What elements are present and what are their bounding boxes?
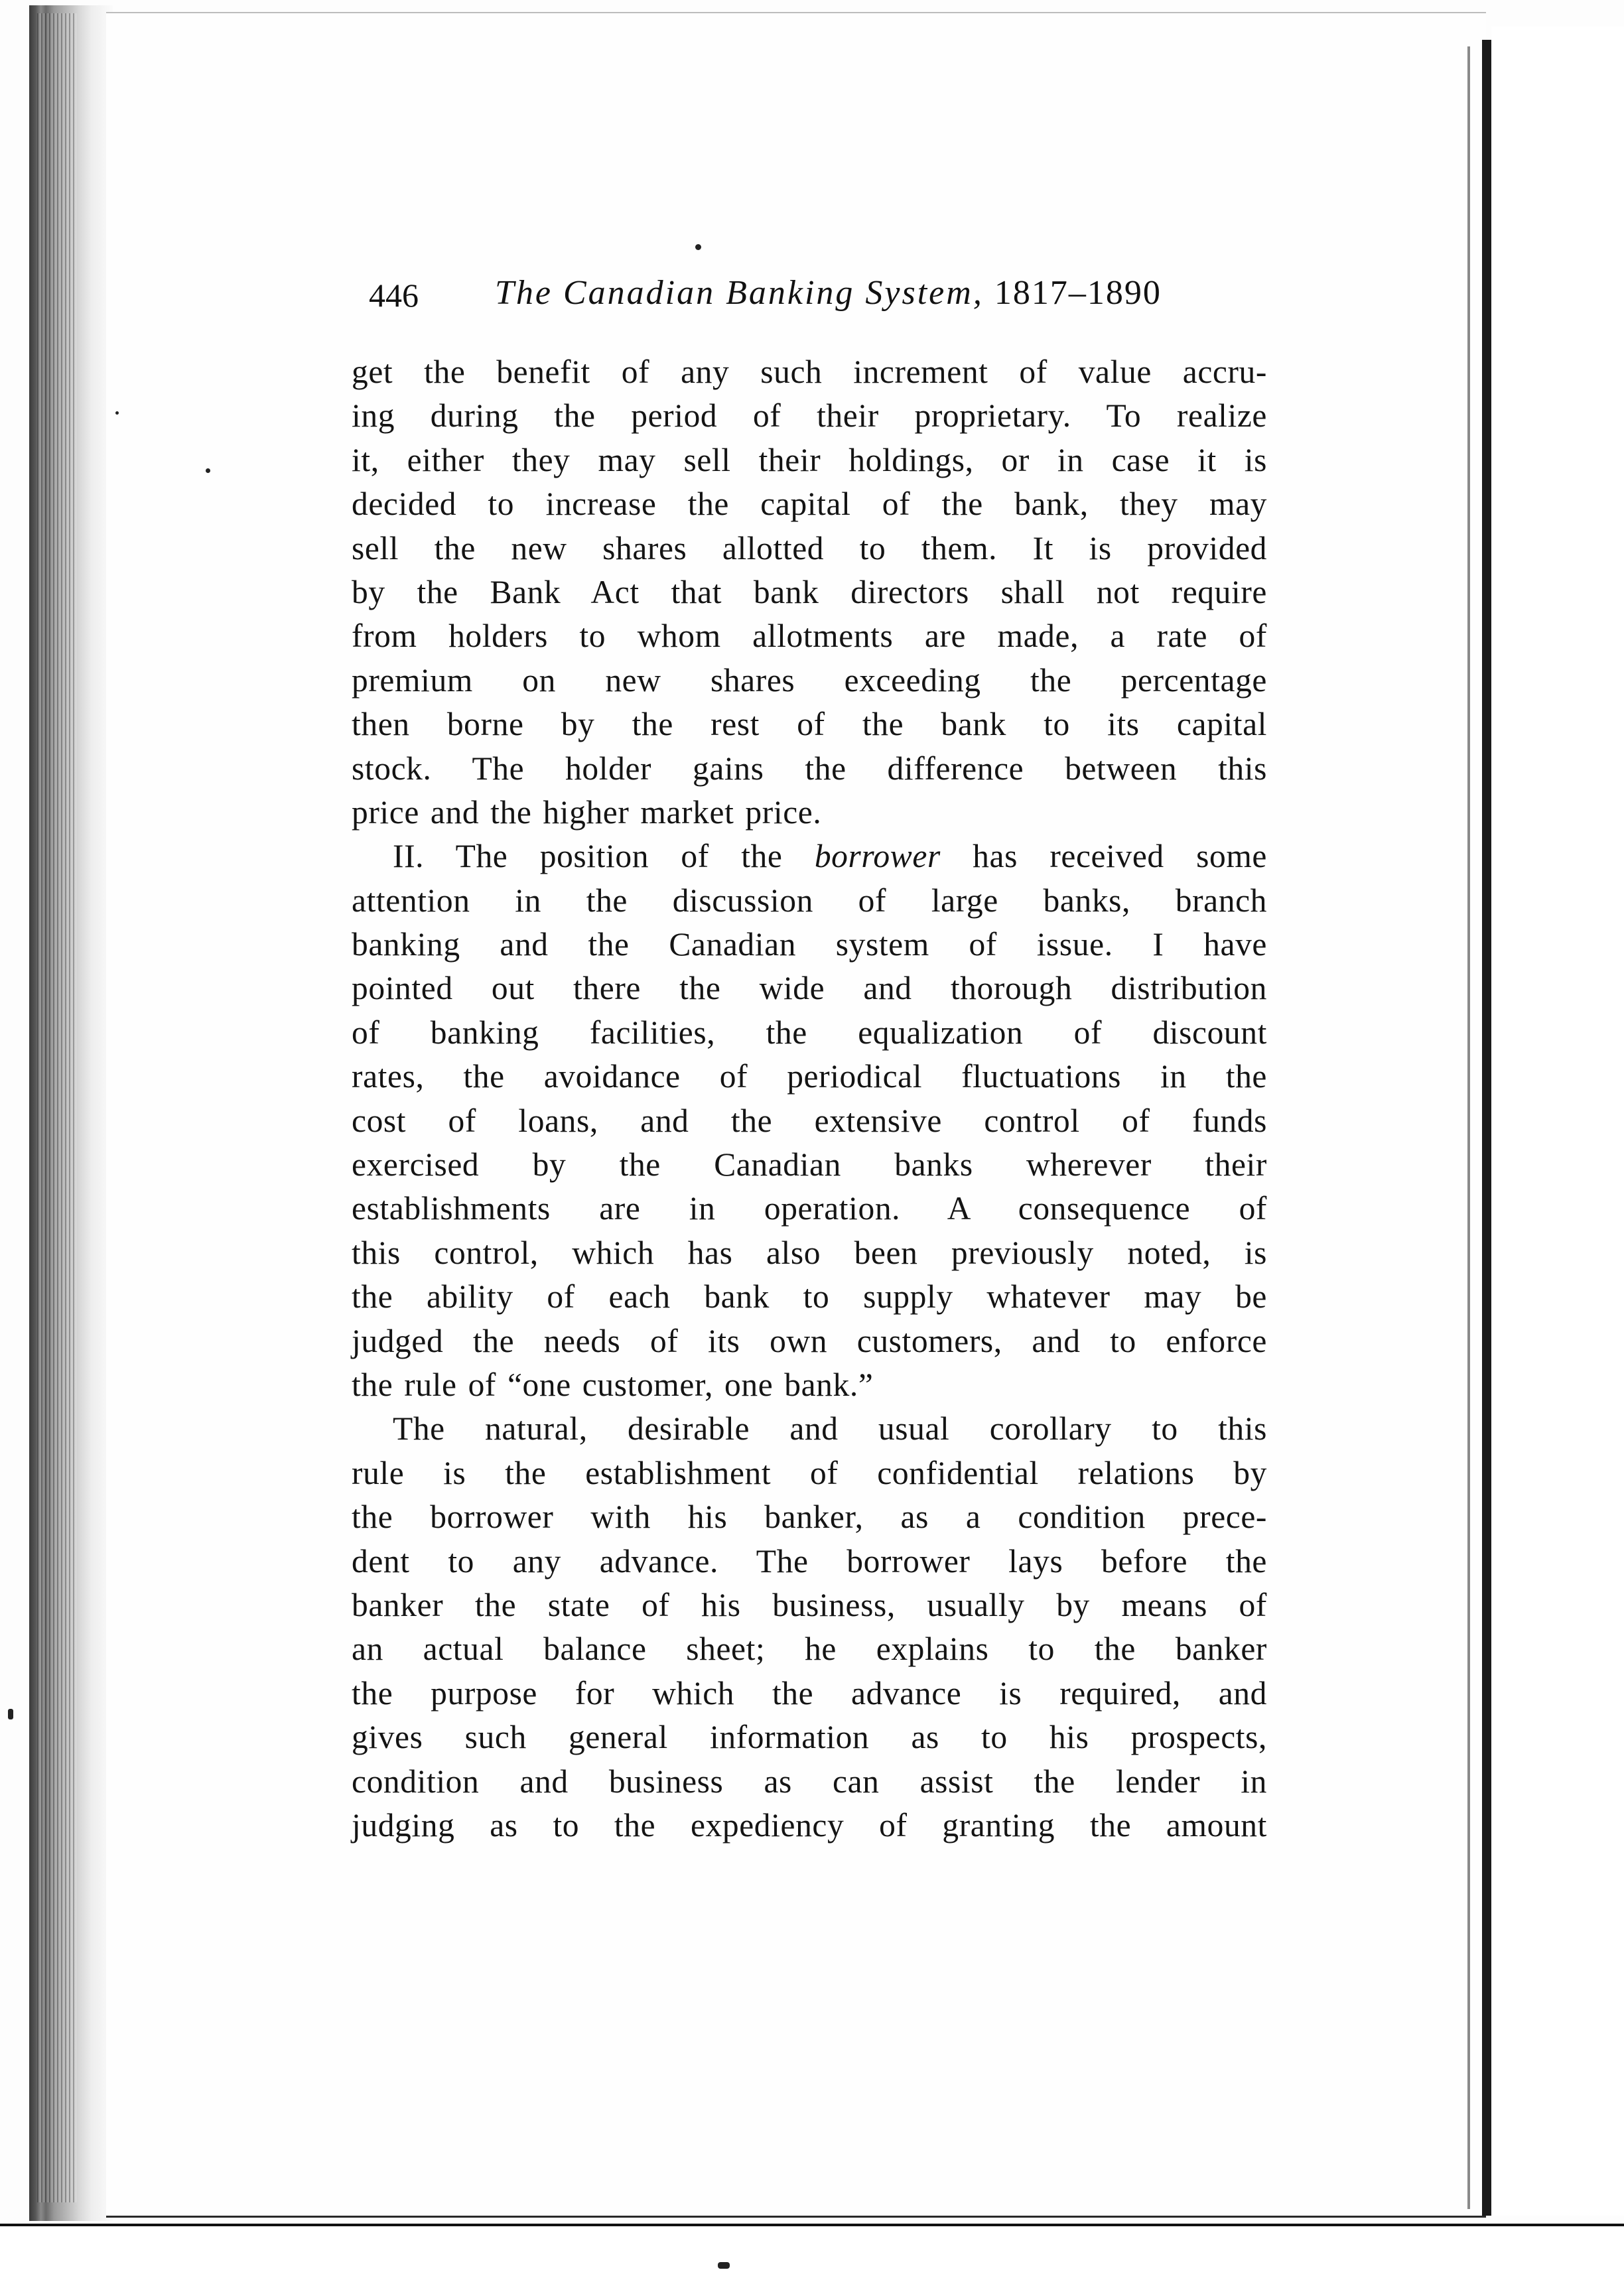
text-line: rates, the avoidance of periodical fluctuations in the (352, 1058, 1267, 1095)
text-line: judged the needs of its own customers, and to enforce (352, 1322, 1267, 1359)
scan-speck (718, 2262, 730, 2269)
scan-speck (695, 244, 701, 250)
lead-text-emphasis: borrower (814, 838, 941, 875)
running-head-title-text: The Canadian Banking System, (495, 274, 984, 312)
text-line: exercised by the Canadian banks wherever their (352, 1146, 1267, 1183)
text-line: of banking facilities, the equalization of discount (352, 1014, 1267, 1051)
text-line: condition and business as can assist the lender in (352, 1763, 1267, 1800)
text-line: it, either they may sell their holdings, or in case it is (352, 441, 1267, 478)
scan-speck (206, 468, 210, 473)
running-head (369, 273, 1298, 326)
text-line: banking and the Canadian system of issue. I have (352, 926, 1267, 963)
lead-text-before: II. The position of the (393, 838, 815, 875)
text-line: an actual balance sheet; he explains to the banker (352, 1631, 1267, 1668)
text-line: the borrower with his banker, as a condition prece- (352, 1499, 1267, 1536)
text-line: the ability of each bank to supply whatever may be (352, 1278, 1267, 1315)
next-page-sliver (1491, 27, 1624, 2216)
text-line-lead: The natural, desirable and usual corollary to this (393, 1410, 1267, 1447)
book-binding-texture (37, 13, 77, 2202)
text-line: cost of loans, and the extensive control of funds (352, 1102, 1267, 1139)
text-line: the purpose for which the advance is required, and (352, 1674, 1267, 1712)
paragraph-borrower-position (352, 835, 1267, 1407)
text-line: establishments are in operation. A consequence of (352, 1190, 1267, 1227)
page-edge-shadow (1467, 46, 1470, 2209)
scan-speck (8, 1709, 13, 1719)
text-line: stock. The holder gains the difference between this (352, 750, 1267, 787)
scan-bottom-margin (0, 2224, 1624, 2282)
text-line: premium on new shares exceeding the percentage (352, 661, 1267, 699)
scan-speck (115, 411, 119, 415)
text-line: from holders to whom allotments are made, a rate of (352, 618, 1267, 655)
page-number: 446 (369, 277, 419, 314)
text-line: by the Bank Act that bank directors shall not require (352, 573, 1267, 610)
body-text (352, 350, 1267, 1847)
text-line: banker the state of his business, usually by means of (352, 1586, 1267, 1623)
text-line: rule is the establishment of confidential relations by (352, 1454, 1267, 1491)
text-line: pointed out there the wide and thorough distribution (352, 970, 1267, 1007)
text-line-lead (352, 835, 1267, 878)
paragraph-shareholder-premium (352, 350, 1267, 835)
text-line: price and the higher market price. (352, 793, 822, 831)
running-head-title (495, 273, 1162, 312)
text-line: sell the new shares allotted to them. It is provided (352, 529, 1267, 567)
text-line: attention in the discussion of large banks, branch (352, 882, 1267, 919)
lead-text-after: has received some (940, 838, 1267, 875)
text-line: dent to any advance. The borrower lays before the (352, 1542, 1267, 1579)
text-line: then borne by the rest of the bank to its capital (352, 706, 1267, 743)
text-line: judging as to the expediency of granting the amount (352, 1806, 1267, 1844)
paragraph-confidential-relations (352, 1407, 1267, 1847)
next-page-edge (1482, 40, 1491, 2216)
text-line: decided to increase the capital of the bank, they may (352, 486, 1267, 523)
text-line: gives such general information as to his prospects, (352, 1719, 1267, 1756)
text-line: ing during the period of their proprietary. To realize (352, 397, 1267, 435)
text-line: get the benefit of any such increment of value accru- (352, 354, 1267, 390)
running-head-years: 1817–1890 (994, 274, 1162, 312)
text-line: this control, which has also been previously noted, is (352, 1234, 1267, 1271)
text-line: the rule of “one customer, one bank.” (352, 1366, 874, 1403)
